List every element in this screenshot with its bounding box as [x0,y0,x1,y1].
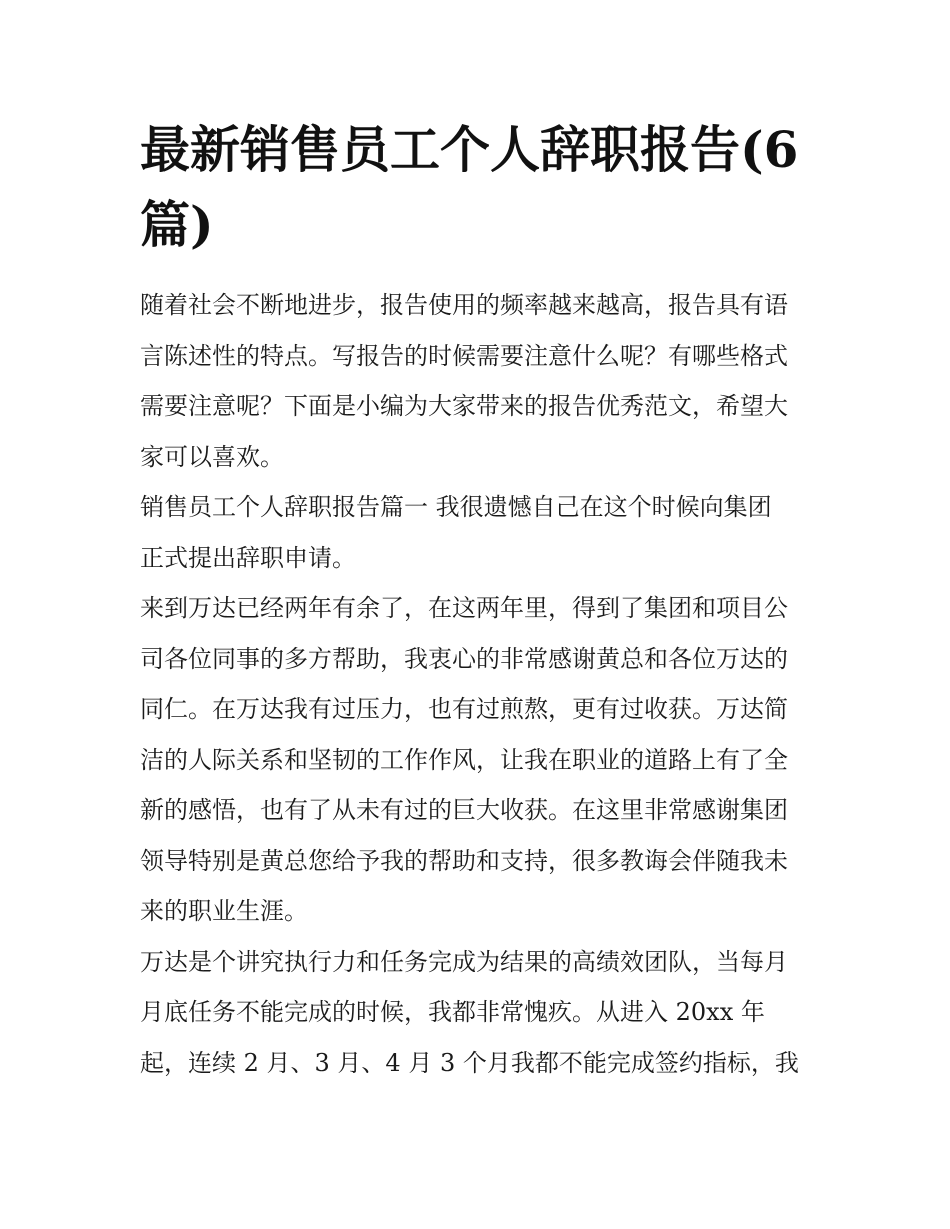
text-line: 正式提出辞职申请。 [140,543,356,572]
text-line: 起，连续 2 月、3 月、4 月 3 个月我都不能完成签约指标，我 [140,1048,799,1077]
text-line: 月底任务不能完成的时候，我都非常愧疚。从进入 20xx 年 [140,998,765,1026]
title-line: 最新销售员工个人辞职报告(6 [140,120,799,179]
text-line: 领导特别是黄总您给予我的帮助和支持，很多教诲会伴随我未 [140,846,788,875]
text-line: 言陈述性的特点。写报告的时候需要注意什么呢？有哪些格式 [140,341,788,370]
document-title [140,112,820,262]
text-line: 来的职业生涯。 [140,897,308,925]
text-line: 需要注意呢？下面是小编为大家带来的报告优秀范文，希望大 [140,392,788,420]
text-line: 司各位同事的多方帮助，我衷心的非常感谢黄总和各位万达的 [140,644,788,673]
paragraph-section-heading [140,482,820,583]
text-line: 万达是个讲究执行力和任务完成为结果的高绩效团队，当每月 [140,947,788,976]
text-line: 家可以喜欢。 [140,442,284,471]
paragraph-body [140,937,820,1089]
paragraph-body [140,583,820,937]
text-line: 同仁。在万达我有过压力，也有过煎熬，更有过收获。万达简 [140,695,788,723]
text-line: 洁的人际关系和坚韧的工作作风，让我在职业的道路上有了全 [140,745,788,774]
document-body [140,280,820,1088]
text-line: 新的感悟，也有了从未有过的巨大收获。在这里非常感谢集团 [140,796,788,824]
title-line: 篇) [140,195,214,254]
text-line: 随着社会不断地进步，报告使用的频率越来越高，报告具有语 [140,291,788,319]
paragraph-intro [140,280,820,482]
text-line: 来到万达已经两年有余了，在这两年里，得到了集团和项目公 [140,594,788,622]
text-line: 销售员工个人辞职报告篇一 我很遗憾自己在这个时候向集团 [140,493,772,521]
